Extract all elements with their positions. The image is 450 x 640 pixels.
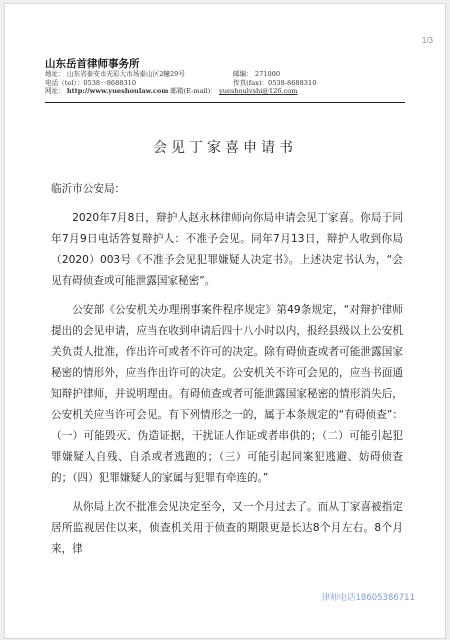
postcode-text: 邮编： 271000 [233, 70, 281, 78]
email-link[interactable]: yueshoulvshi@126.com [219, 87, 298, 96]
website-label: 网址： [45, 87, 65, 96]
firm-name: 山东岳首律师事务所 [45, 58, 140, 70]
body-paragraph: 从你局上次不批准会见决定至今，又一个月过去了。而从丁家喜被指定居所监视居住以来，侦查机关用于侦查的期限更是长达8个月左右。8个月来，律 [51, 501, 403, 555]
page-number: 1/3 [421, 36, 433, 45]
website-link[interactable]: http://www.yueshoulaw.com [66, 87, 169, 96]
body-paragraph: 公安部《公安机关办理刑事案件程序规定》第49条规定，“对辩护律师提出的会见申请，应当在收到申请后四十八小时以内，报经县级以上公安机关负责人批准，作出许可或者不许可的决定。除有碍侦查或者可能泄露国家秘密的情形外，应当作出许可的决定。公安机关不许可会见的，应当书面通知辩护律师，并说明理由。有碍侦查或者可能泄露国家秘密的情形消失后，公安机关应当许可会见。有下列情形之一的，属于本条规定的“有碍侦查”：（一）可能毁灭、伪造证据，干扰证人作证或者串供的；（二）可能引起犯罪嫌疑人自残、自杀或者逃跑的；（三）可能引起同案犯逃避、妨碍侦查的；（四）犯罪嫌疑人的家属与犯罪有牵连的。” [51, 304, 403, 484]
body-paragraph: 2020年7月8日，辩护人赵永林律师向你局申请会见丁家喜。你局于同年7月9日电话答复辩护人：不准予会见。同年7月13日，辩护人收到你局（2020）003号《不准予会见犯罪嫌疑人决定书》。上述决定书认为，“会见有碍侦查或可能泄露国家秘密”。 [51, 212, 403, 287]
document-title: 会见丁家喜申请书 [153, 140, 297, 156]
letterhead-divider [45, 102, 405, 103]
salutation: 临沂市公安局： [51, 183, 126, 195]
address-text: 地址： 山东省泰安市光彩大市场泰山区2幢29号 [45, 70, 185, 78]
lawyer-phone-watermark: 律师电话18605386711 [321, 593, 415, 603]
document-page [4, 3, 446, 639]
email-label: 邮箱(E-mail)： [170, 87, 217, 96]
letterhead-contact-info [45, 70, 425, 96]
document-body [51, 179, 403, 568]
fax-text: 传真(fax)：0538-8688310 [233, 78, 317, 87]
phone-text: 电话（tel）：0538－8688310 [45, 78, 137, 87]
